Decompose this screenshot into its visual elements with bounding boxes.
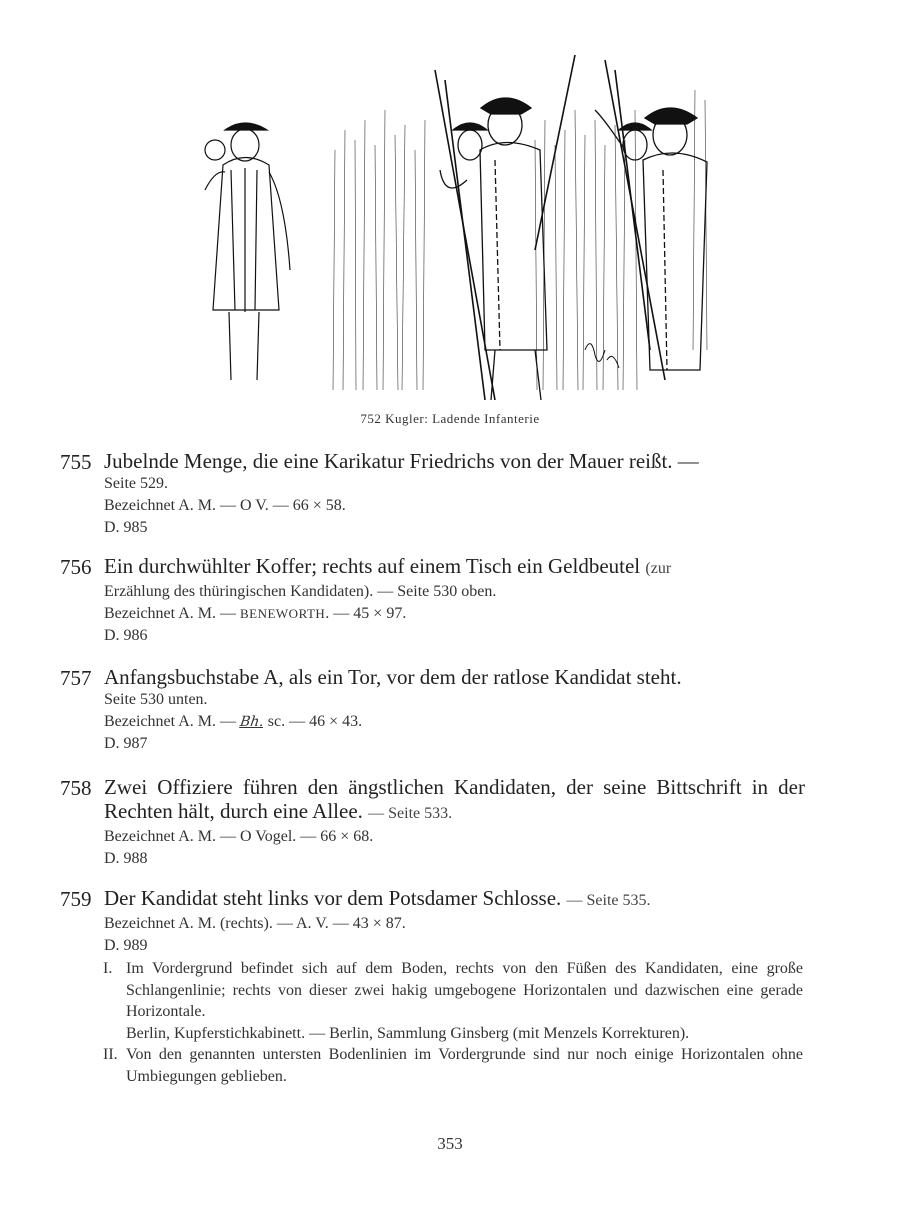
entry-signature: Bezeichnet A. M. — BENEWORTH. — 45 × 97. — [104, 605, 407, 622]
entry-page-ref: Seite 530 unten. — [104, 691, 208, 708]
entry-number: 759 — [60, 887, 92, 911]
entry-catalog-number: D. 988 — [104, 850, 148, 867]
note-collections: Berlin, Kupferstichkabinett. — Berlin, Sammlung Ginsberg (mit Menzels Korrekturen). — [126, 1024, 690, 1042]
state-note-1 — [103, 958, 803, 1044]
entry-number: 756 — [60, 555, 92, 579]
catalog-entry-756 — [60, 554, 805, 647]
entry-signature: Bezeichnet A. M. — O Vogel. — 66 × 68. — [104, 828, 374, 845]
figure-caption: 752 Kugler: Ladende Infanterie — [360, 411, 540, 426]
entry-signature: Bezeichnet A. M. — O V. — 66 × 58. — [104, 497, 346, 514]
roman-numeral: II. — [103, 1046, 118, 1063]
entry-number: 755 — [60, 450, 92, 474]
entry-title: Jubelnde Menge, die eine Karikatur Friedrichs von der Mauer reißt. — — [104, 449, 699, 473]
entry-title: Der Kandidat steht links vor dem Potsdamer Schlosse. — Seite 535. — [104, 886, 651, 910]
entry-description-continued: Erzählung des thüringischen Kandidaten). — Seite 530 oben. — [104, 583, 497, 600]
catalog-entry-755 — [60, 449, 805, 539]
entry-number: 757 — [60, 666, 92, 690]
roman-numeral: I. — [103, 960, 113, 977]
entry-catalog-number: D. 985 — [104, 519, 148, 536]
catalog-entry-759 — [60, 886, 805, 957]
monogram-mark: Bh. — [238, 714, 265, 730]
entry-page-ref: Seite 529. — [104, 475, 168, 492]
state-notes — [103, 958, 803, 1087]
entry-signature: Bezeichnet A. M. — Bh. sc. — 46 × 43. — [104, 711, 805, 733]
entry-title: Anfangsbuchstabe A, als ein Tor, vor dem der ratlose Kandidat steht. — [104, 665, 682, 689]
entry-catalog-number: D. 986 — [104, 627, 148, 644]
entry-catalog-number: D. 987 — [104, 735, 148, 752]
entry-number: 758 — [60, 776, 92, 800]
entry-title: Ein durchwühlter Koffer; rechts auf einem Tisch ein Geldbeutel (zur — [104, 554, 672, 578]
state-note-2 — [103, 1044, 803, 1087]
entry-title: Zwei Offiziere führen den ängstlichen Kandidaten, der seine Bittschrift in der Rechten hält, durch eine Allee. — Seite 533. — [104, 775, 805, 823]
catalog-entry-758 — [60, 775, 805, 870]
note-text: Von den genannten untersten Bodenlinien im Vordergrunde sind nur noch einige Horizontalen ohne Umbiegungen geblieben. — [126, 1046, 803, 1085]
catalog-entry-757 — [60, 665, 805, 755]
infantry-illustration — [195, 50, 715, 402]
note-text: Im Vordergrund befindet sich auf dem Boden, rechts von den Füßen des Kandidaten, eine große Schlangenlinie; rechts von dieser zwei hakig umgebogene Horizontalen und dazwischen eine gerade Horizontale. — [126, 960, 803, 1020]
entry-signature: Bezeichnet A. M. (rechts). — A. V. — 43 × 87. — [104, 915, 406, 932]
entry-catalog-number: D. 989 — [104, 937, 148, 954]
page-number: 353 — [437, 1134, 463, 1153]
